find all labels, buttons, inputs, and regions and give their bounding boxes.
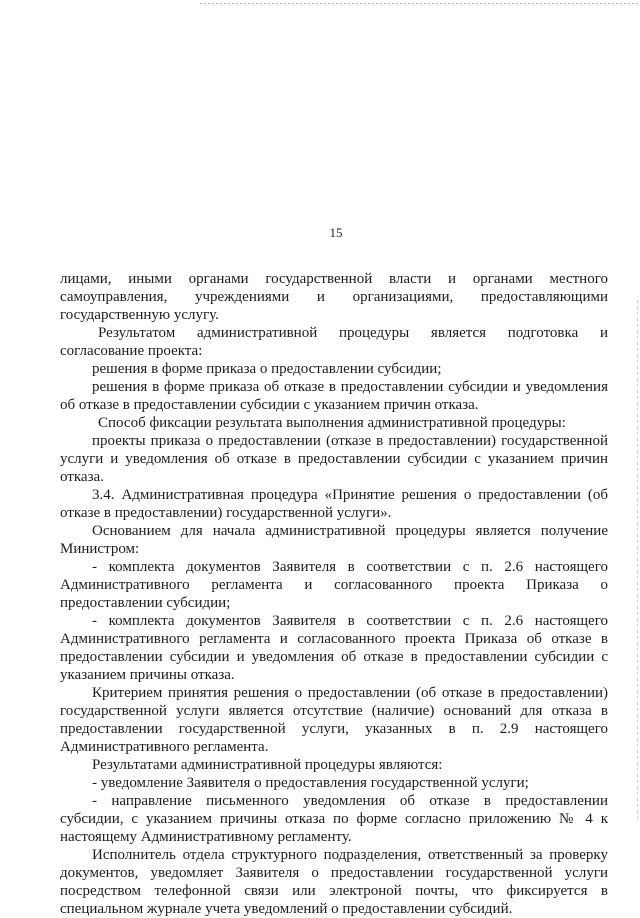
text-line: 3.4. Административная процедура «Принятие решения о предоставлении (об (92, 487, 608, 503)
text-line: специальном журнале учета уведомлений о предоставлении субсидий. (60, 901, 513, 917)
document-body (60, 270, 608, 918)
paragraph (60, 324, 608, 360)
paragraph (60, 792, 608, 846)
text-line: Основанием для начала административной процедуры является получение (92, 523, 608, 539)
paragraph (60, 378, 608, 414)
paragraph (60, 360, 608, 378)
text-line: самоуправления, учреждениями и организациями, предоставляющими (60, 289, 608, 305)
text-line: согласование проекта: (60, 343, 203, 359)
text-line: государственную услугу. (60, 307, 219, 323)
text-line: - уведомление Заявителя о предоставления государственной услуги; (92, 775, 529, 791)
paragraph (60, 612, 608, 684)
text-line: отказе в предоставлении) государственной услуги». (60, 505, 392, 521)
text-line: Способ фиксации результата выполнения административной процедуры: (98, 415, 566, 431)
text-line: проекты приказа о предоставлении (отказе в предоставлении) государственной (92, 433, 608, 449)
paragraph (60, 684, 608, 756)
paragraph (60, 270, 608, 324)
text-line: Министром: (60, 541, 140, 557)
text-line: указанием причины отказа. (60, 667, 235, 683)
text-line: посредством телефонной связи или электроной почты, что фиксируется в (60, 883, 608, 899)
paragraph (60, 756, 608, 774)
text-line: - направление письменного уведомления об отказе в предоставлении (92, 793, 608, 809)
text-line: Административного регламента и согласованного проекта Приказа о (60, 577, 608, 593)
scan-right-edge (637, 300, 638, 820)
text-line: Исполнитель отдела структурного подразделения, ответственный за проверку (92, 847, 608, 863)
text-line: предоставлении субсидии и уведомления об отказе в предоставлении субсидии с (60, 649, 608, 665)
paragraph (60, 432, 608, 486)
page-number: 15 (329, 225, 343, 240)
scan-top-edge (200, 3, 640, 4)
text-line: лицами, иными органами государственной власти и органами местного (60, 271, 608, 287)
text-line: решения в форме приказа об отказе в предоставлении субсидии и уведомления (92, 379, 608, 395)
text-line: предоставлении государственной услуги, указанных в п. 2.9 настоящего (60, 721, 608, 737)
text-line: субсидии, с указанием причины отказа по форме согласно приложению № 4 к (60, 811, 608, 827)
text-line: об отказе в предоставлении субсидии с указанием причин отказа. (60, 397, 479, 413)
paragraph (60, 774, 608, 792)
text-line: предоставлении субсидии; (60, 595, 231, 611)
text-line: Результатами административной процедуры являются: (92, 757, 443, 773)
text-line: государственной услуги является отсутствие (наличие) оснований для отказа в (60, 703, 608, 719)
paragraph (60, 846, 608, 918)
paragraph (60, 414, 608, 432)
text-line: Административного регламента и согласованного проекта Приказа об отказе в (60, 631, 608, 647)
text-line: Результатом административной процедуры является подготовка и (98, 325, 608, 341)
text-line: Критерием принятия решения о предоставлении (об отказе в предоставлении) (92, 685, 608, 701)
text-line: документов, уведомляет Заявителя о предоставлении государственной услуги (60, 865, 608, 881)
paragraph (60, 522, 608, 558)
text-line: - комплекта документов Заявителя в соответствии с п. 2.6 настоящего (92, 559, 608, 575)
text-line: услуги и уведомления об отказе в предоставлении субсидии с указанием причин (60, 451, 608, 467)
text-line: решения в форме приказа о предоставлении субсидии; (92, 361, 442, 377)
text-line: настоящему Административному регламенту. (60, 829, 352, 845)
text-line: отказа. (60, 469, 104, 485)
paragraph (60, 486, 608, 522)
paragraph (60, 558, 608, 612)
text-line: Административного регламента. (60, 739, 269, 755)
text-line: - комплекта документов Заявителя в соответствии с п. 2.6 настоящего (92, 613, 608, 629)
